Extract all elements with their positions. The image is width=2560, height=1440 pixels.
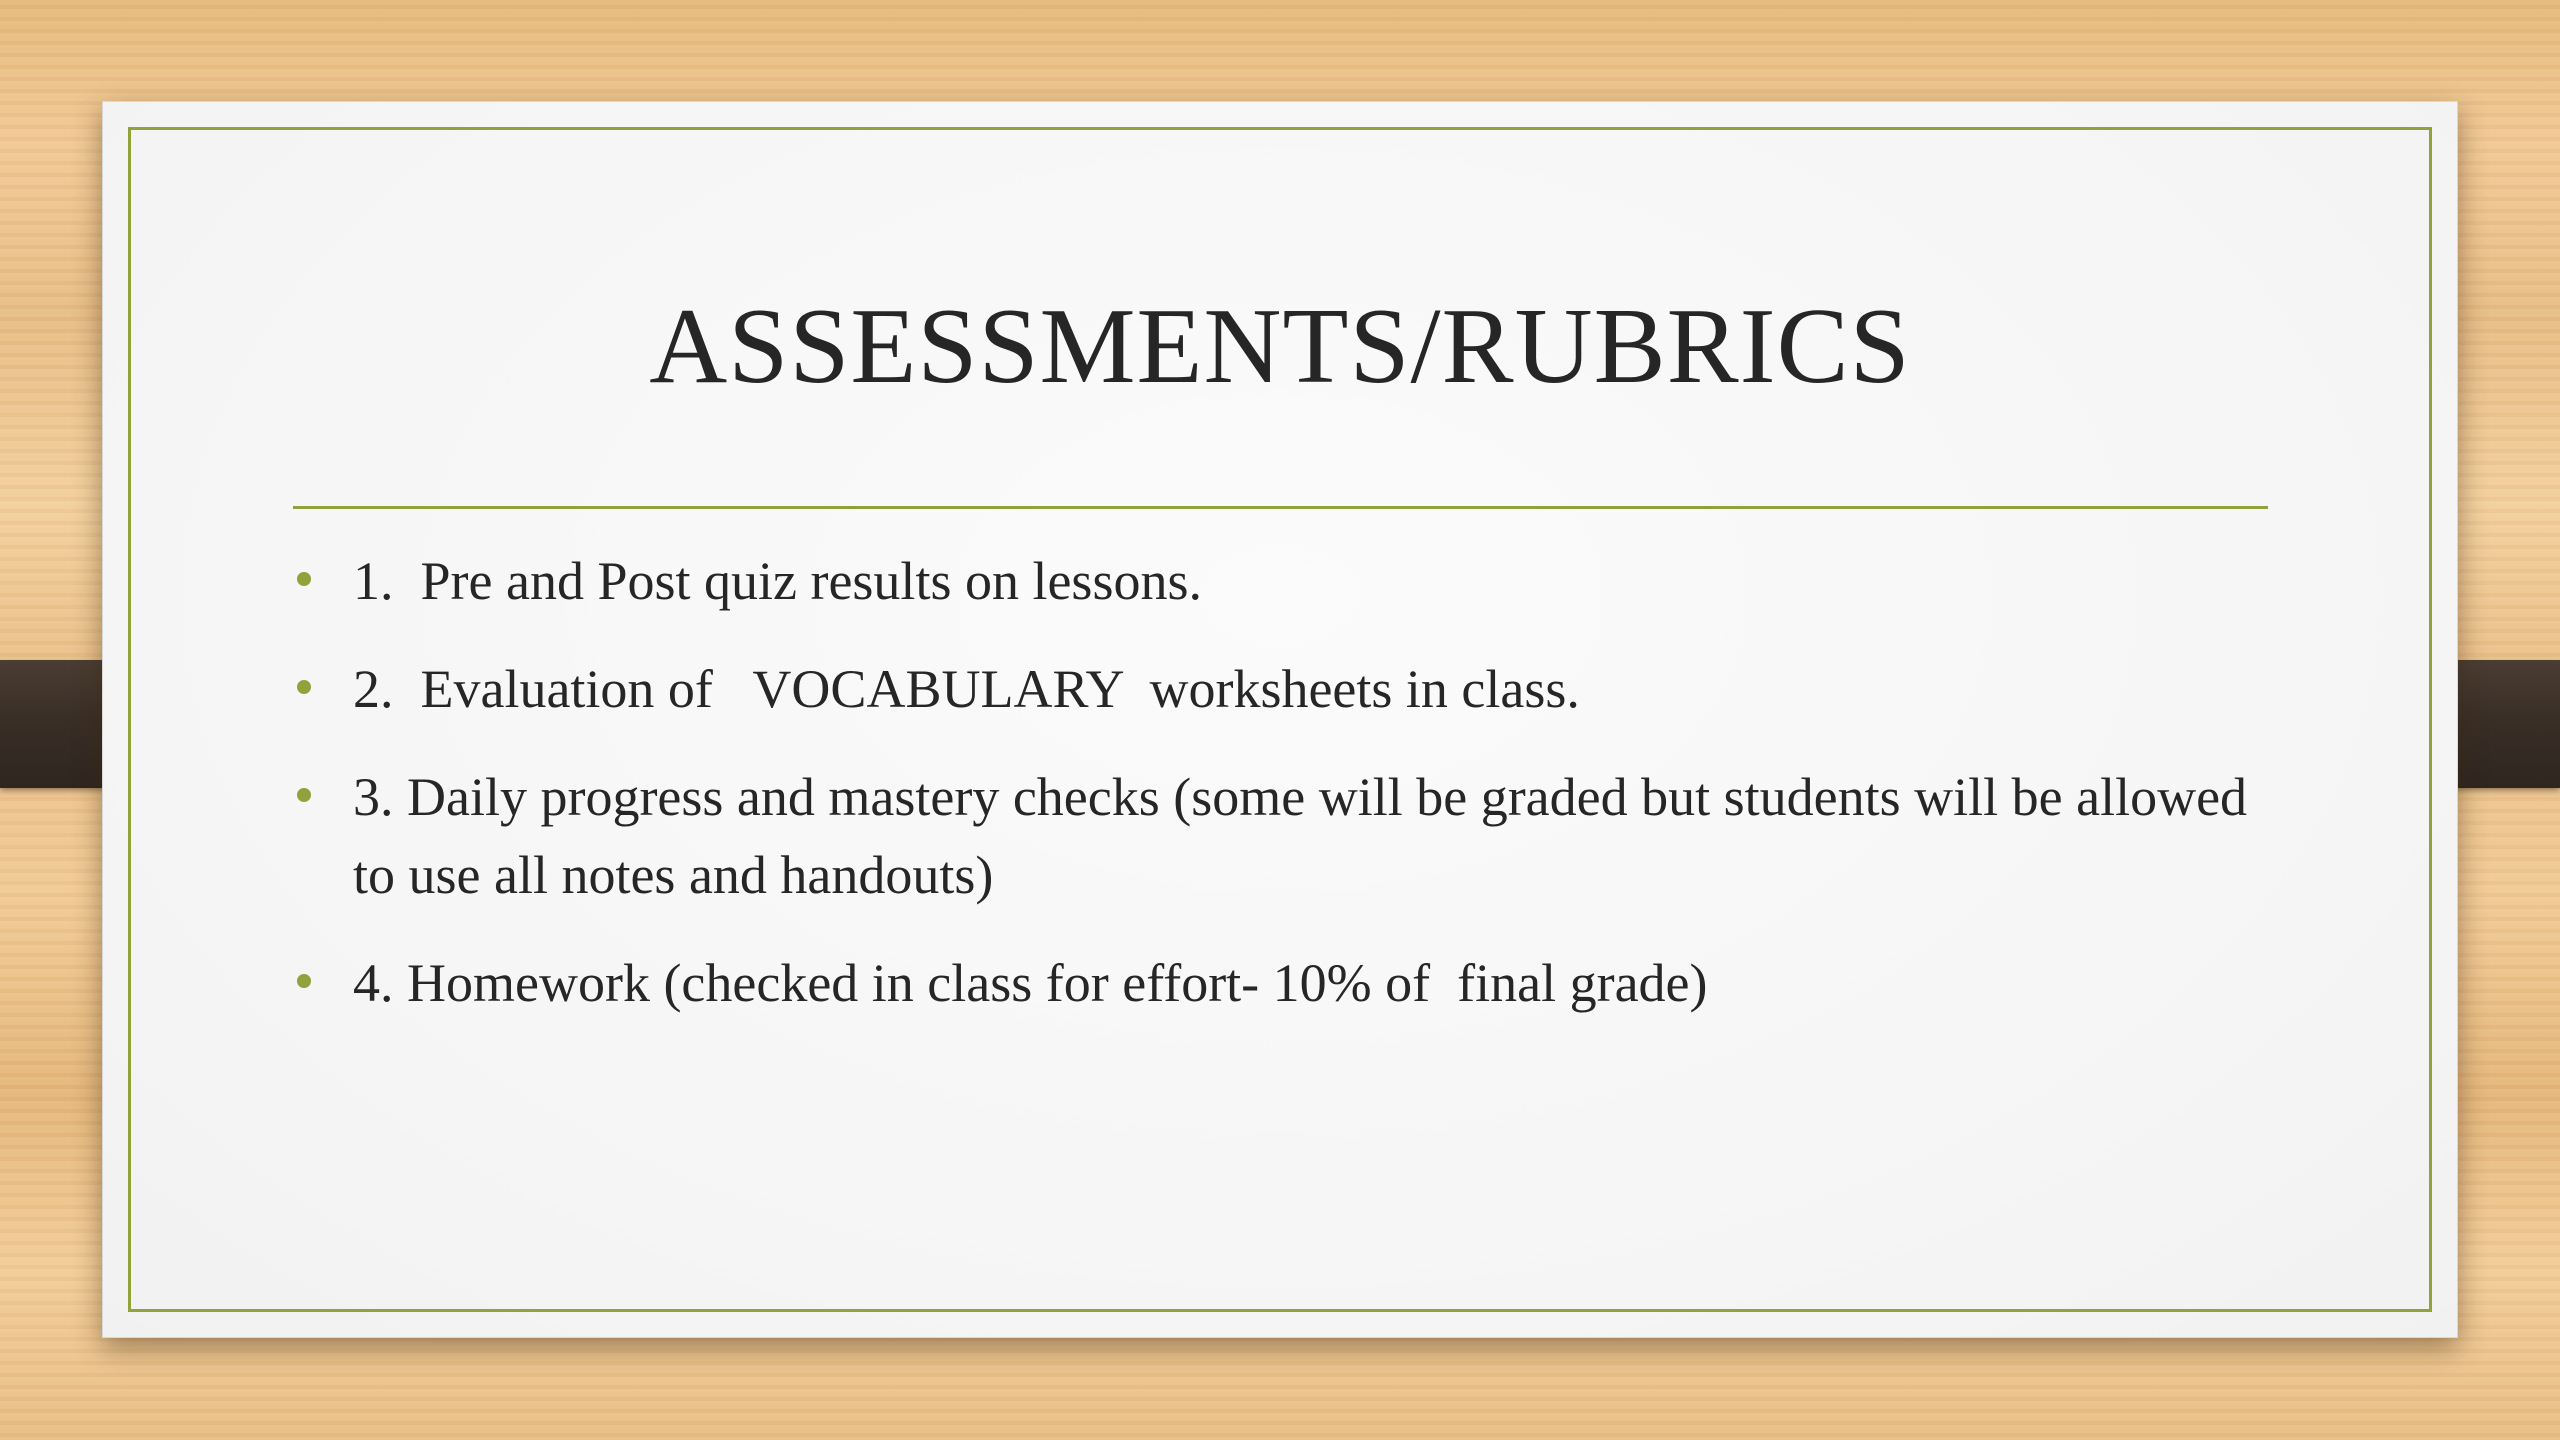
bullet-dot-icon [297,680,311,694]
bullet-item [293,650,2283,728]
bullet-text: 2. Evaluation of VOCABULARY worksheets in class. [353,659,1580,719]
slide-title: ASSESSMENTS/RUBRICS [649,287,1911,406]
bullet-text: 1. Pre and Post quiz results on lessons. [353,551,1202,611]
bullet-text: 3. Daily progress and mastery checks (some will be graded but students will be allowed to use all notes and handouts) [353,767,2261,905]
bullet-item [293,758,2283,914]
bullet-list [293,542,2283,1052]
bullet-dot-icon [297,974,311,988]
bullet-text: 4. Homework (checked in class for effort- 10% of final grade) [353,953,1708,1013]
bullet-item [293,542,2283,620]
slide [102,101,2458,1338]
title-divider [293,506,2268,509]
bullet-dot-icon [297,788,311,802]
bullet-dot-icon [297,572,311,586]
bullet-item [293,944,2283,1022]
